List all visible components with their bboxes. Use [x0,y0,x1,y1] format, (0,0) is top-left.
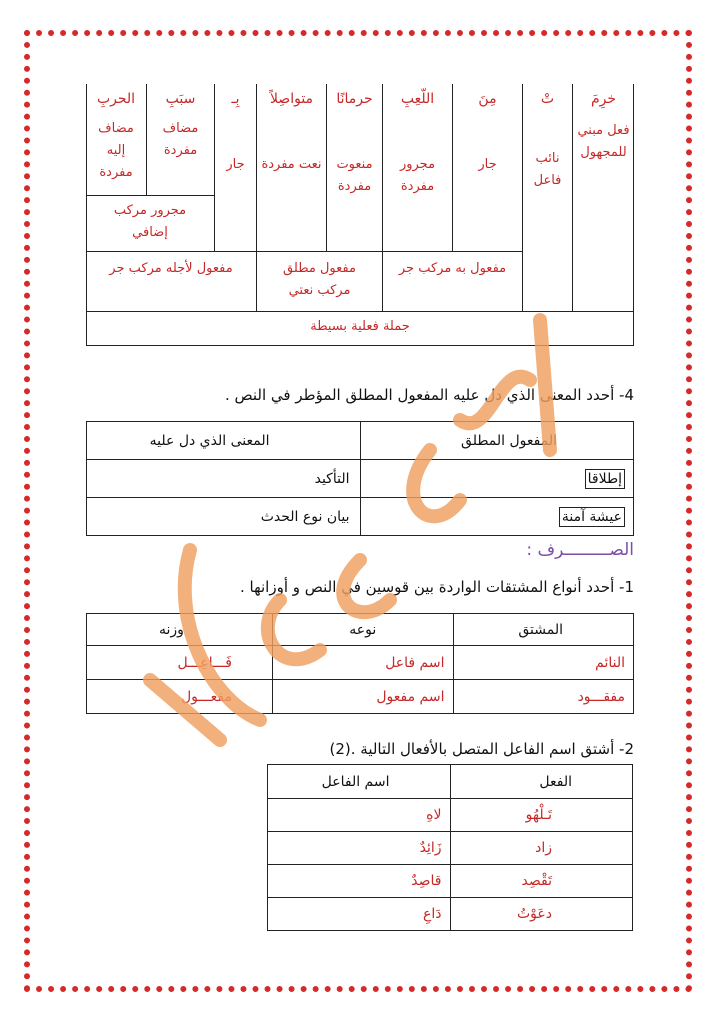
sarf-row-2-word: مفقـــود [453,680,634,714]
role-8: مضاف مفردة [162,121,199,158]
majrur-idafi: مجرور مركب إضافي [113,203,187,240]
word-4: اللّعِبِ [400,91,435,107]
sarf-header-wazn: وزنه [87,614,273,646]
sarf-q1-text: 1- أحدد أنواع المشتقات الواردة بين قوسين في النص و أوزانها . [239,578,634,596]
q4-text: 4- أحدد المعنى الذي دل عليه المفعول المطلق المؤطر في النص . [224,386,634,404]
q4-row-1-meaning: التأكيد [87,460,361,498]
sarf-row-2-type: اسم مفعول [273,680,454,714]
sarf-row-1-word: النائم [453,646,634,680]
word-1: خرِمَ [590,91,617,107]
q2-row-3-verb: تَقْصِد [450,865,633,898]
role-7: جار [226,157,245,172]
q2-row-4-verb: دعَوْتُ [450,898,633,931]
role-4: مجرور مفردة [399,157,436,194]
role-3: جار [478,157,497,172]
word-8: سبَبِ [165,91,196,107]
col-word-5 [326,84,382,252]
q2-row-2-verb: زاد [450,832,633,865]
parsing-table [86,84,634,346]
role-5: منعوت مفردة [336,157,373,194]
sarf-header-type: نوعه [273,614,454,646]
sarf-row-1-wazn: فَـــاعِـــل [87,646,273,680]
word-3: مِنَ [478,91,497,107]
sarf-q2-text: 2- أشتق اسم الفاعل المتصل بالأفعال التالية .(2) [329,740,634,758]
q2-row-4-fa3il: دَاعِ [268,898,451,931]
sarf-row-1-type: اسم فاعل [273,646,454,680]
word-9: الحربِ [96,91,136,107]
col-word-9 [86,84,146,196]
sarf-title: الصـــــــــرف : [526,540,634,560]
q4-header-word: المفعول المطلق [360,422,634,460]
role-9: مضاف إليه مفردة [98,121,134,180]
col-word-7 [214,84,256,252]
q2-row-1-fa3il: لاهِ [268,799,451,832]
q2-row-3-fa3il: قاصِدٌ [268,865,451,898]
q2-header-verb: الفعل [450,765,633,799]
word-7: بِـ [231,91,240,107]
q2-header-fa3il: اسم الفاعل [268,765,451,799]
role-2: نائب فاعل [533,151,562,188]
q4-row-1-word: إطلاقا [360,460,634,498]
cell-mafoul-bihi [382,252,522,312]
col-word-2 [522,84,572,312]
mafoul-mutlaq: مفعول مطلق مركب نعتي [283,261,356,298]
word-2: تْ [540,91,555,107]
mafoul-bihi: مفعول به مركب جر [398,261,507,276]
cell-majrur-idafi [86,196,214,252]
word-5: حرمانًا [336,91,373,107]
sarf-header-word: المشتق [453,614,634,646]
q2-row-1-verb: تَـلْهُو [450,799,633,832]
col-word-8 [146,84,214,196]
sarf-row-2-wazn: مفعـــول [87,680,273,714]
col-word-3 [452,84,522,252]
sarf-q1-table [86,613,634,714]
cell-mafoul-liajlihi [86,252,256,312]
word-6: متواصِلاً [269,91,314,107]
col-word-4 [382,84,452,252]
q4-header-meaning: المعنى الذي دل عليه [87,422,361,460]
col-word-1 [572,84,634,312]
q4-table [86,421,634,536]
cell-mafoul-mutlaq [256,252,382,312]
q2-row-2-fa3il: زَائِدٌ [268,832,451,865]
cell-sentence [86,312,634,346]
sarf-q2-table [267,764,633,931]
q4-row-2-word: عيشة آمنة [360,498,634,536]
col-word-6 [256,84,326,252]
mafoul-liajlihi: مفعول لأجله مركب جر [109,261,233,276]
sentence-type: جملة فعلية بسيطة [310,319,410,334]
role-6: نعت مفردة [261,157,322,172]
q4-row-2-meaning: بيان نوع الحدث [87,498,361,536]
role-1: فعل مبني للمجهول [577,123,630,160]
